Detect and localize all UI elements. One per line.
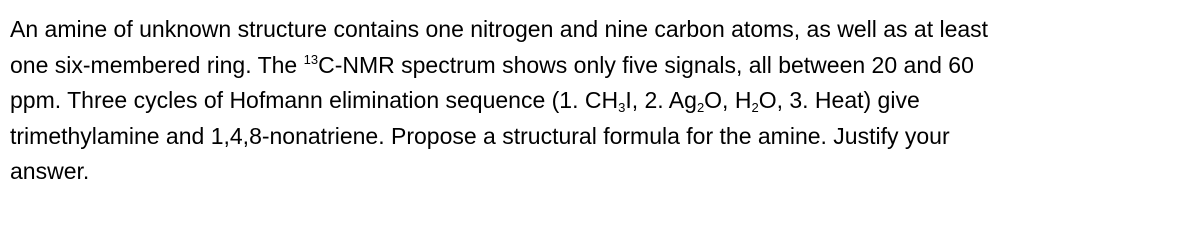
question-line-5-text: answer. bbox=[10, 158, 90, 184]
question-line-3-post: O, 3. Heat) give bbox=[758, 87, 920, 113]
question-line-4-text: trimethylamine and 1,4,8-nonatriene. Propose a structural formula for the amine. Justify your bbox=[10, 122, 950, 149]
question-line-1-text: An amine of unknown structure contains one nitrogen and nine carbon atoms, as well as at least bbox=[10, 16, 989, 42]
ch3-subscript: 3 bbox=[618, 100, 626, 115]
question-line-3-mid-1: I, 2. Ag bbox=[625, 87, 697, 113]
ag2-subscript: 2 bbox=[696, 100, 705, 115]
h2-subscript: 2 bbox=[751, 100, 759, 115]
question-line-3-pre: ppm. Three cycles of Hofmann elimination sequence (1. CH bbox=[10, 87, 619, 113]
question-line-1 bbox=[10, 12, 1190, 48]
question-line-4 bbox=[10, 119, 1190, 155]
question-line-3-mid-2: O, H bbox=[704, 87, 752, 113]
question-line-2-pre: one six-membered ring. The bbox=[10, 51, 304, 78]
nmr-isotope-superscript: 13 bbox=[303, 51, 319, 67]
question-line-3 bbox=[10, 83, 1190, 119]
question-line-2 bbox=[10, 48, 1190, 84]
question-line-5 bbox=[10, 154, 1190, 190]
question-line-2-post: C-NMR spectrum shows only five signals, all between 20 and 60 bbox=[318, 51, 974, 78]
question-text bbox=[10, 12, 1190, 190]
